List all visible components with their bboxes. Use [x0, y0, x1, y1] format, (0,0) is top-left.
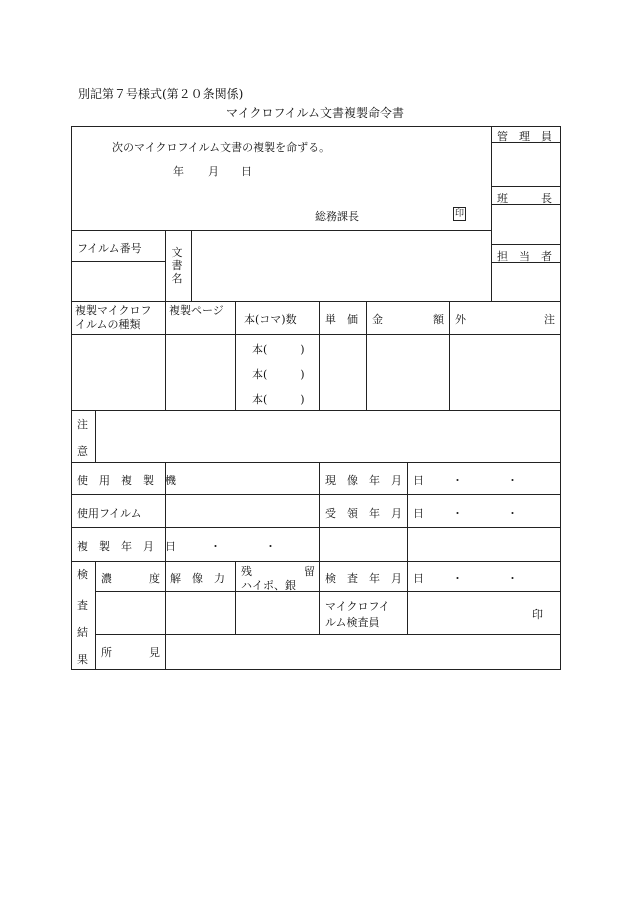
inspect-date-value: ・ ・ [452, 572, 518, 585]
frame-entry: 本( ) [252, 393, 305, 406]
findings-label-left: 所 [101, 646, 112, 659]
approval-chief-label: 班 長 [497, 192, 552, 205]
approval-manager-label: 管 理 員 [497, 130, 552, 143]
frame-entry: 本( ) [252, 343, 305, 356]
receive-date-value: ・ ・ [452, 507, 518, 520]
inspection-label-4: 果 [77, 653, 88, 666]
density-label-right: 度 [149, 572, 160, 585]
inspect-date-label: 検 査 年 月 日 [325, 572, 424, 585]
form-title: マイクロフイルム文書複製命令書 [226, 106, 404, 120]
inspection-label-2: 査 [77, 599, 88, 612]
col-header-amount-left: 金 [372, 313, 383, 326]
rule [95, 561, 96, 670]
signer-seal: 印 [454, 209, 464, 219]
col-header-amount-right: 額 [433, 313, 444, 326]
rule [71, 561, 561, 562]
notes-label-1: 注 [77, 418, 88, 431]
rule [165, 301, 166, 410]
rule [71, 230, 491, 231]
notes-label-2: 意 [77, 445, 88, 458]
receive-date-label: 受 領 年 月 日 [325, 507, 424, 520]
rule [449, 301, 450, 410]
order-date-year: 年 [173, 165, 184, 178]
rule [165, 561, 166, 670]
develop-date-value: ・ ・ [452, 474, 518, 487]
col-header-other-right: 注 [544, 313, 555, 326]
rule [71, 334, 561, 335]
resolution-label: 解 像 力 [170, 572, 225, 585]
rule [319, 301, 320, 410]
rule [71, 410, 561, 411]
findings-label-right: 見 [149, 646, 160, 659]
residual-label-left: 残 [241, 565, 252, 578]
frame-entry: 本( ) [252, 368, 305, 381]
rule [191, 230, 192, 301]
rule [71, 301, 561, 302]
rule [491, 186, 561, 187]
density-label-left: 濃 [101, 572, 112, 585]
inspection-label-3: 結 [77, 626, 88, 639]
film-used-label: 使用フイルム [77, 507, 142, 520]
rule [235, 301, 236, 410]
col-header-pages: 複製ページ [169, 304, 224, 317]
order-instruction: 次のマイクロフイルム文書の複製を命ずる。 [112, 141, 331, 154]
copy-date-value: ・ ・ [210, 540, 276, 553]
rule [165, 230, 166, 301]
rule [71, 261, 165, 262]
rule [235, 561, 236, 634]
inspector-label-line1: マイクロフイ [325, 600, 390, 613]
rule [71, 462, 561, 463]
approval-person-label: 担 当 者 [497, 250, 552, 263]
residual-label-line2: ハイポ、銀 [241, 579, 296, 592]
rule [95, 410, 96, 462]
col-header-unit-price: 単 価 [325, 313, 358, 326]
develop-date-label: 現 像 年 月 日 [325, 474, 424, 487]
inspector-seal: 印 [532, 608, 543, 621]
rule [491, 126, 492, 301]
col-header-frames: 本(コマ)数 [244, 313, 297, 326]
rule [366, 301, 367, 410]
order-date-day: 日 [241, 165, 252, 178]
order-date-month: 月 [208, 165, 219, 178]
rule [71, 494, 561, 495]
rule [491, 244, 561, 245]
rule [319, 462, 320, 634]
residual-label-right: 留 [304, 565, 315, 578]
inspector-label-line2: ルム検査員 [325, 616, 380, 629]
rule [71, 527, 561, 528]
signer-title: 総務課長 [315, 210, 359, 223]
copy-date-label: 複 製 年 月 日 [77, 540, 176, 553]
film-number-label: フイルム番号 [77, 242, 142, 255]
col-header-kind: 複製マイクロフイルムの種類 [75, 304, 152, 331]
col-header-other-left: 外 [455, 313, 466, 326]
form-number: 別記第７号様式(第２０条関係) [78, 87, 244, 101]
machine-label: 使 用 複 製 機 [77, 474, 176, 487]
inspection-label-1: 検 [77, 568, 88, 581]
document-name-label: 文 書 名 [171, 246, 183, 285]
